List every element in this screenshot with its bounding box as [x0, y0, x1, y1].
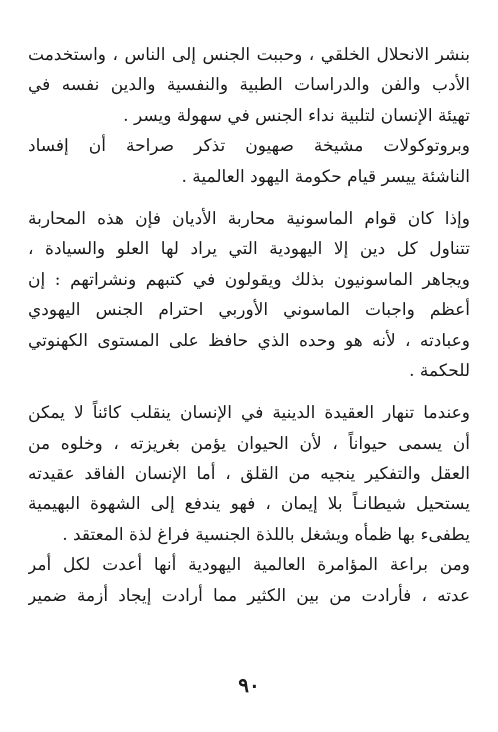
text-line: أن يسمى حيواناً ، لأن الحيوان يؤمن بغريزته ، وخلوه من	[28, 433, 470, 454]
paragraph-conspiracy	[28, 550, 470, 611]
text-line: وعبادته ، لأنه هو وحده الذي حافظ على المستوى الكهنوتي	[28, 330, 470, 351]
text-line: الأدب والفن والدراسات الطبية والنفسية والدين نفسه في	[28, 75, 470, 96]
text-line: للحكمة .	[409, 360, 470, 381]
text-line: ويجاهر الماسونيون بذلك ويقولون في كتبهم ونشراتهم : إن	[28, 269, 470, 290]
text-line: وإذا كان قوام الماسونية محاربة الأديان فإن هذه المحاربة	[28, 208, 470, 229]
paragraph-spacer	[28, 386, 470, 398]
text-line: وعندما تنهار العقيدة الدينية في الإنسان ينقلب كائناً لا يمكن	[28, 403, 470, 424]
text-line: بنشر الانحلال الخلقي ، وحببت الجنس إلى الناس ، واستخدمت	[28, 45, 470, 65]
text-line: يطفىء بها ظمأه ويشغل باللذة الجنسية فراغ لذة المعتقد .	[62, 524, 470, 545]
paragraph-spacer	[28, 192, 470, 204]
paragraph-religious-belief	[28, 398, 470, 550]
text-line: الناشئة ييسر قيام حكومة اليهود العالمية .	[181, 166, 470, 187]
text-line: ومن براعة المؤامرة العالمية اليهودية أنها أعدت لكل أمر	[28, 555, 470, 576]
text-line: يستحيل شيطانـاً بلا إيمان ، فهو يندفع إلى الشهوة البهيمية	[28, 494, 470, 515]
text-line: وبروتوكولات مشيخة صهيون تذكر صراحة أن إفساد	[28, 136, 470, 157]
paragraph-masonry-religions	[28, 204, 470, 386]
body-text	[28, 40, 470, 611]
text-line: تتناول كل دين إلا اليهودية التي يراد لها العلو والسيادة ،	[28, 239, 470, 260]
paragraph-protocols	[28, 131, 470, 192]
text-line: تهيئة الإنسان لتلبية نداء الجنس في سهولة ويسر .	[123, 105, 470, 126]
text-line: العقل والتفكير ينجيه من القلق ، أما الإنسان الفاقد عقيدته	[28, 464, 470, 485]
text-line: أعظم واجبات الماسوني الأوربي احترام الجنس اليهودي	[28, 300, 470, 321]
text-line: عدته ، فأرادت من بين الكثير مما أرادت إيجاد أزمة ضمير	[28, 585, 470, 606]
paragraph-sexual-corruption	[28, 40, 470, 131]
page-number: ٩٠	[238, 673, 260, 697]
